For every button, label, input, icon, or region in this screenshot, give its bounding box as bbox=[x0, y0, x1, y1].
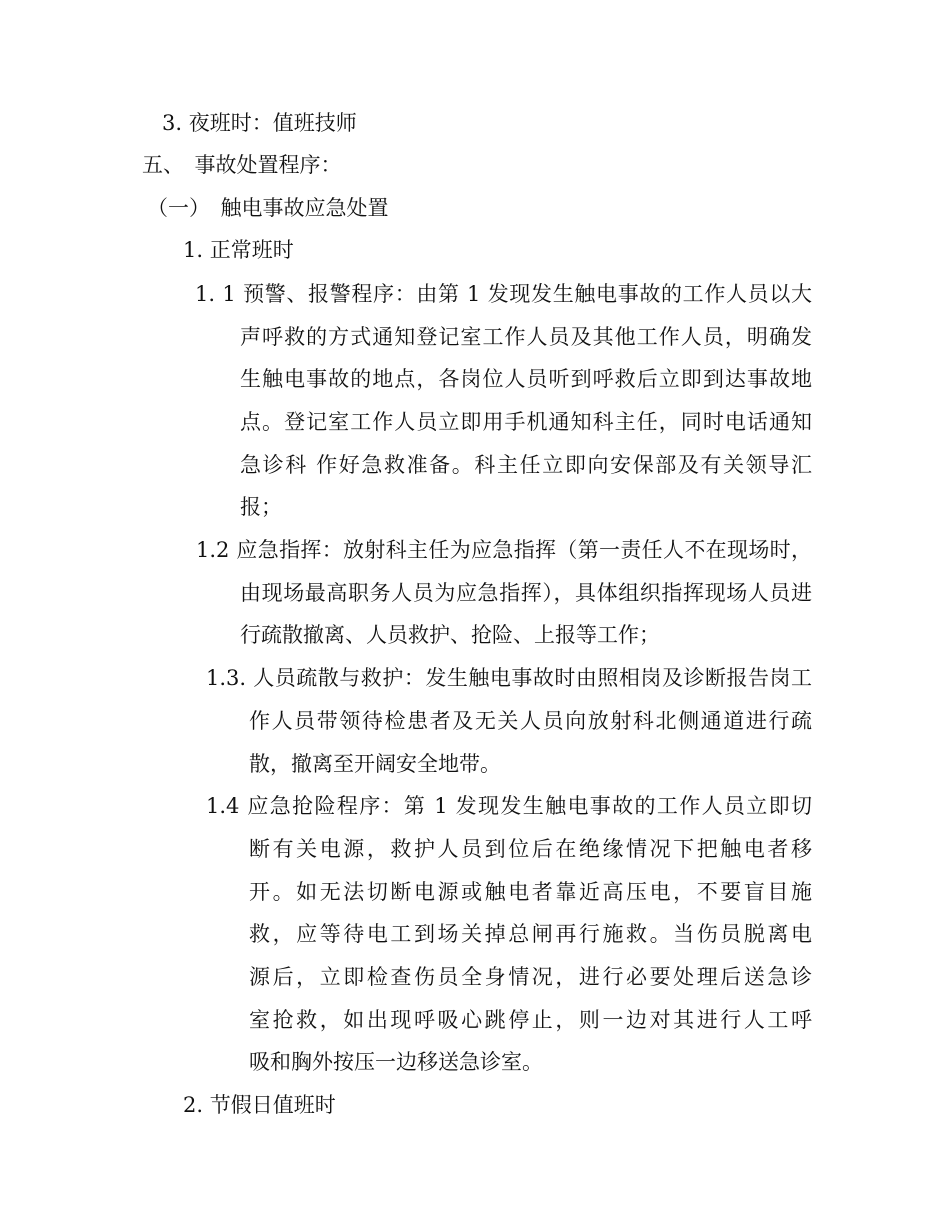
paragraph-line: 1.2 应急指挥：放射科主任为应急指挥（第一责任人不在现场时， bbox=[196, 538, 812, 562]
paragraph-line: 断有关电源，救护人员到位后在绝缘情况下把触电者移 bbox=[249, 837, 812, 861]
subsection-heading: （一） 触电事故应急处置 bbox=[147, 196, 389, 220]
paragraph-line: 声呼救的方式通知登记室工作人员及其他工作人员，明确发 bbox=[240, 325, 812, 349]
paragraph-line: 开。如无法切断电源或触电者靠近高压电，不要盲目施 bbox=[249, 880, 812, 904]
paragraph-line: 散，撤离至开阔安全地带。 bbox=[249, 752, 501, 776]
section-heading: 五、 事故处置程序： bbox=[142, 153, 342, 177]
night-shift-line: 3. 夜班时：值班技师 bbox=[162, 111, 357, 135]
paragraph-line: 报； bbox=[240, 495, 282, 519]
paragraph-line: 行疏散撤离、人员救护、抢险、上报等工作； bbox=[240, 623, 660, 647]
paragraph-line: 作人员带领待检患者及无关人员向放射科北侧通道进行疏 bbox=[249, 709, 812, 733]
item-heading: 1. 正常班时 bbox=[183, 238, 294, 262]
paragraph-line: 1.3. 人员疏散与救护：发生触电事故时由照相岗及诊断报告岗工 bbox=[206, 666, 812, 690]
item-heading: 2. 节假日值班时 bbox=[183, 1093, 336, 1117]
paragraph-line: 救，应等待电工到场关掉总闸再行施救。当伤员脱离电 bbox=[249, 922, 812, 946]
paragraph-line: 急诊科 作好急救准备。科主任立即向安保部及有关领导汇 bbox=[240, 453, 812, 477]
paragraph-line: 源后，立即检查伤员全身情况，进行必要处理后送急诊 bbox=[249, 965, 812, 989]
paragraph-line: 1.4 应急抢险程序：第 1 发现发生触电事故的工作人员立即切 bbox=[206, 794, 812, 818]
paragraph-line: 由现场最高职务人员为应急指挥），具体组织指挥现场人员进 bbox=[240, 581, 812, 605]
paragraph-line: 吸和胸外按压一边移送急诊室。 bbox=[249, 1050, 543, 1074]
paragraph-line: 点。登记室工作人员立即用手机通知科主任，同时电话通知 bbox=[240, 410, 812, 434]
paragraph-line: 1. 1 预警、报警程序：由第 1 发现发生触电事故的工作人员以大 bbox=[195, 282, 812, 306]
paragraph-line: 室抢救，如出现呼吸心跳停止，则一边对其进行人工呼 bbox=[249, 1008, 812, 1032]
paragraph-line: 生触电事故的地点，各岗位人员听到呼救后立即到达事故地 bbox=[240, 367, 812, 391]
